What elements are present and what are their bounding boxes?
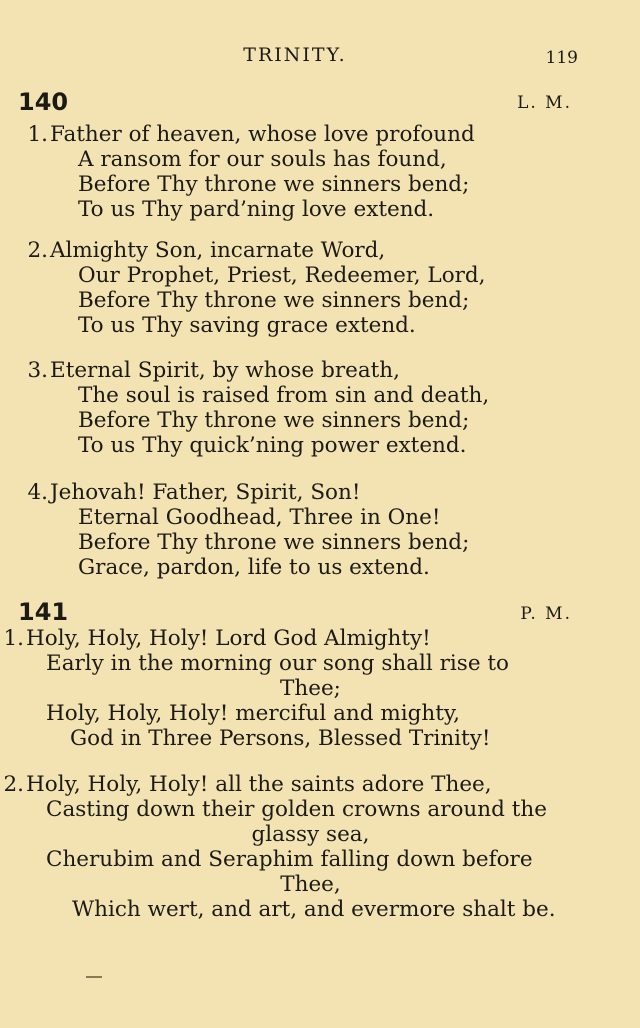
verse-line: Cherubim and Seraphim falling down before (46, 847, 533, 872)
verse (0, 772, 575, 922)
hymn-number: 140 (18, 88, 69, 116)
verse-line: Holy, Holy, Holy! all the saints adore Thee, (26, 772, 492, 797)
verse (16, 122, 616, 222)
verse-line: To us Thy quick’ning power extend. (78, 433, 467, 458)
verse-line: Thee; (280, 676, 341, 701)
verse-line: Father of heaven, whose love profound (50, 122, 475, 147)
verse-line: Our Prophet, Priest, Redeemer, Lord, (78, 263, 486, 288)
verse-line: Eternal Spirit, by whose breath, (50, 358, 400, 383)
verse-line: The soul is raised from sin and death, (78, 383, 490, 408)
verse-line: Before Thy throne we sinners bend; (78, 408, 470, 433)
verse-line: God in Three Persons, Blessed Trinity! (70, 726, 491, 751)
verse-line: Grace, pardon, life to us extend. (78, 555, 430, 580)
verse-line: A ransom for our souls has found, (78, 147, 447, 172)
verse-line: To us Thy saving grace extend. (78, 313, 416, 338)
verse (16, 480, 616, 580)
printer-mark (86, 976, 102, 978)
verse (16, 238, 616, 338)
verse-line: Before Thy throne we sinners bend; (78, 530, 470, 555)
verse-number: 3. (27, 358, 48, 383)
verse-number: 2. (3, 772, 24, 797)
verse-line: Almighty Son, incarnate Word, (50, 238, 386, 263)
verse-line: Early in the morning our song shall rise to (46, 651, 509, 676)
page-number: 119 (545, 48, 578, 68)
verse-line: To us Thy pard’ning love extend. (78, 197, 435, 222)
verse-line: Which wert, and art, and evermore shalt be. (72, 897, 556, 922)
verse-line: Jehovah! Father, Spirit, Son! (50, 480, 361, 505)
verse-line: Before Thy throne we sinners bend; (78, 172, 470, 197)
verse-line: Holy, Holy, Holy! merciful and mighty, (46, 701, 460, 726)
running-title: TRINITY. (243, 44, 347, 66)
hymn-meter: P. M. (520, 604, 572, 624)
verse (0, 626, 575, 751)
hymn-meter: L. M. (517, 93, 572, 113)
verse-line: Holy, Holy, Holy! Lord God Almighty! (26, 626, 431, 651)
verse-line: Thee, (280, 872, 341, 897)
hymn-number: 141 (18, 598, 69, 626)
verse-number: 1. (3, 626, 24, 651)
verse-line: Casting down their golden crowns around the (46, 797, 547, 822)
verse-number: 2. (27, 238, 48, 263)
verse-number: 1. (27, 122, 48, 147)
verse-number: 4. (27, 480, 48, 505)
verse-line: glassy sea, (251, 822, 370, 847)
verse (16, 358, 616, 458)
verse-line: Before Thy throne we sinners bend; (78, 288, 470, 313)
verse-line: Eternal Goodhead, Three in One! (78, 505, 441, 530)
